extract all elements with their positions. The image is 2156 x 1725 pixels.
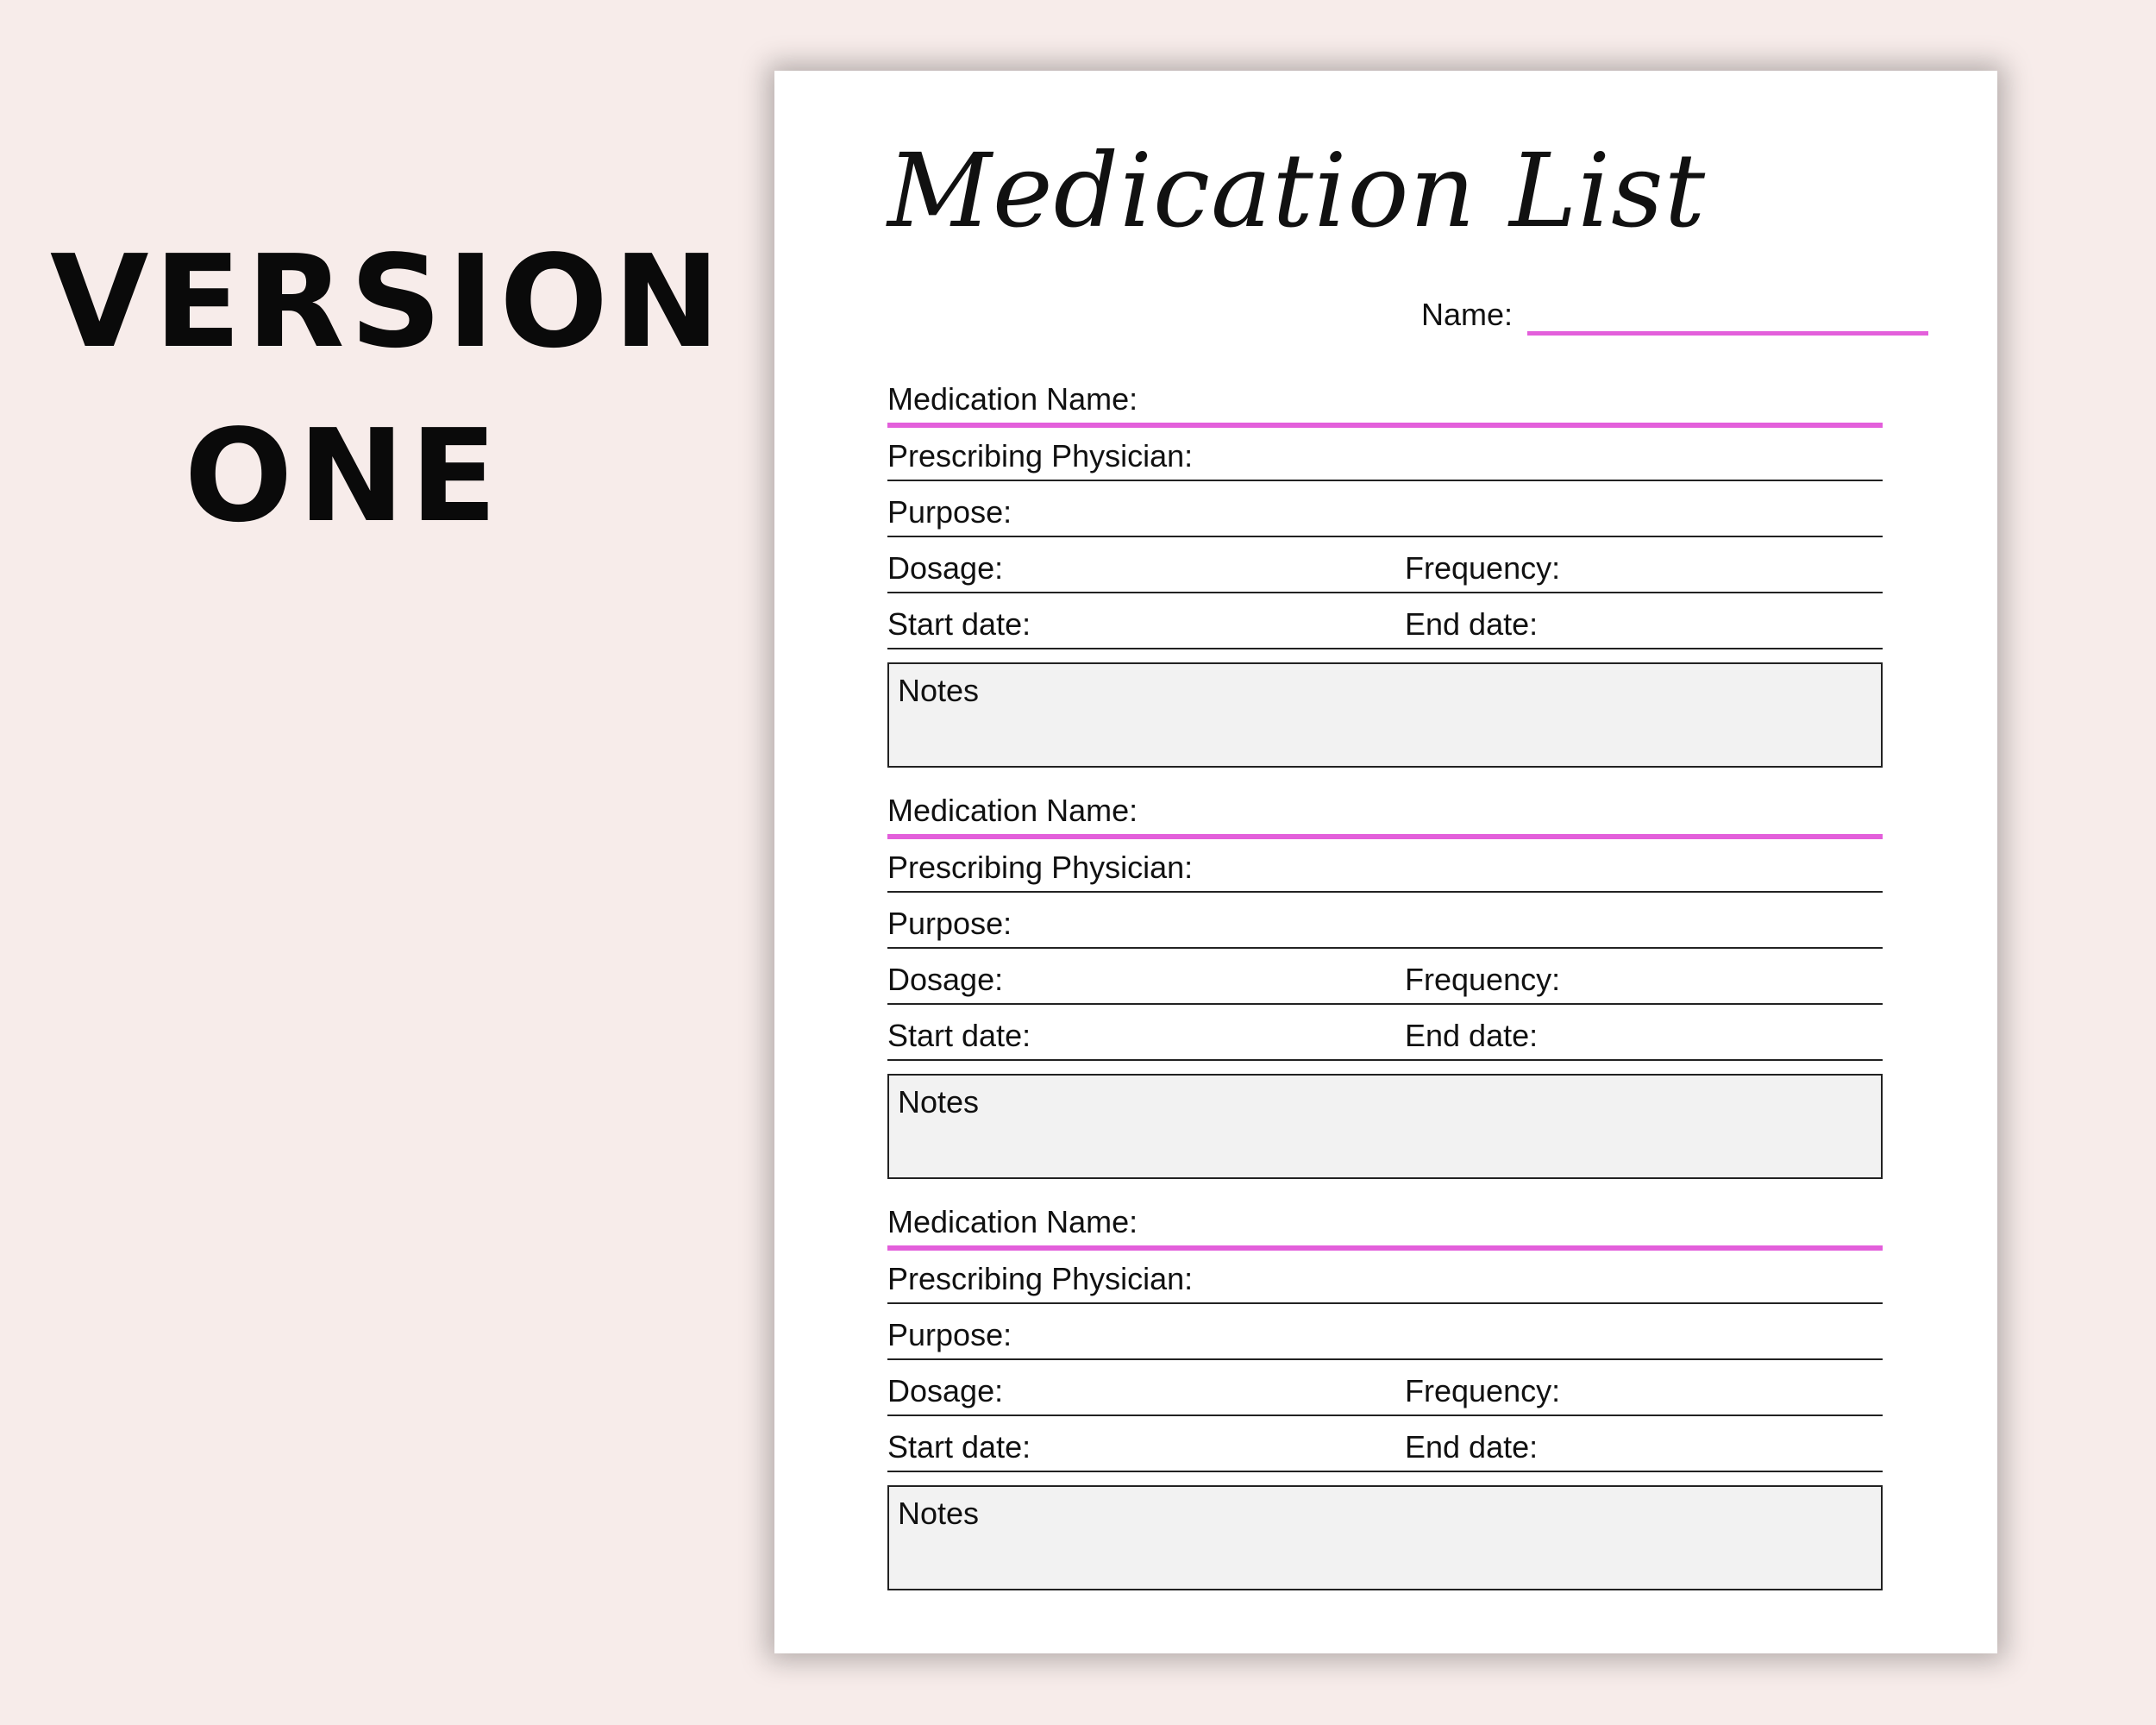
medication-name-field[interactable]: [887, 1194, 1883, 1251]
frequency-label: Frequency:: [1405, 550, 1561, 586]
end-date-label: End date:: [1405, 1429, 1539, 1465]
form-title: Medication List: [887, 131, 1707, 250]
notes-label: Notes: [898, 1084, 980, 1120]
prescribing-physician-field[interactable]: [887, 839, 1883, 893]
dosage-frequency-field[interactable]: [887, 540, 1883, 593]
start-end-date-field[interactable]: [887, 1007, 1883, 1061]
prescribing-physician-label: Prescribing Physician:: [887, 850, 1194, 885]
dosage-frequency-field[interactable]: [887, 1363, 1883, 1416]
start-end-date-field[interactable]: [887, 1419, 1883, 1472]
prescribing-physician-label: Prescribing Physician:: [887, 438, 1194, 474]
name-label: Name:: [1421, 297, 1514, 332]
form-sheet: [774, 71, 1997, 1653]
frequency-label: Frequency:: [1405, 1373, 1561, 1408]
medication-name-field[interactable]: [887, 371, 1883, 428]
start-date-label: Start date:: [887, 1018, 1031, 1053]
frequency-label: Frequency:: [1405, 962, 1561, 997]
purpose-field[interactable]: [887, 1307, 1883, 1360]
notes-box[interactable]: [887, 662, 1883, 768]
prescribing-physician-field[interactable]: [887, 1251, 1883, 1304]
dosage-label: Dosage:: [887, 962, 1004, 997]
end-date-label: End date:: [1405, 1018, 1539, 1053]
medication-name-label: Medication Name:: [887, 381, 1138, 417]
medication-entry: [887, 782, 1883, 1188]
medication-name-label: Medication Name:: [887, 1204, 1138, 1239]
notes-box[interactable]: [887, 1074, 1883, 1179]
end-date-label: End date:: [1405, 606, 1539, 642]
prescribing-physician-field[interactable]: [887, 428, 1883, 481]
start-end-date-field[interactable]: [887, 596, 1883, 649]
purpose-label: Purpose:: [887, 494, 1012, 530]
notes-label: Notes: [898, 1496, 980, 1531]
purpose-field[interactable]: [887, 484, 1883, 537]
version-caption-line1: VERSION: [50, 228, 725, 376]
start-date-label: Start date:: [887, 1429, 1031, 1465]
version-caption-line2: ONE: [184, 402, 503, 550]
dosage-label: Dosage:: [887, 1373, 1004, 1408]
notes-box[interactable]: [887, 1485, 1883, 1590]
purpose-label: Purpose:: [887, 906, 1012, 941]
prescribing-physician-label: Prescribing Physician:: [887, 1261, 1194, 1296]
purpose-label: Purpose:: [887, 1317, 1012, 1352]
name-line[interactable]: [1527, 331, 1928, 336]
notes-label: Notes: [898, 673, 980, 708]
medication-name-field[interactable]: [887, 782, 1883, 839]
medication-entry: [887, 371, 1883, 776]
purpose-field[interactable]: [887, 895, 1883, 949]
dosage-frequency-field[interactable]: [887, 951, 1883, 1005]
start-date-label: Start date:: [887, 606, 1031, 642]
medication-entry: [887, 1194, 1883, 1599]
name-field[interactable]: [1421, 297, 1928, 340]
medication-name-label: Medication Name:: [887, 793, 1138, 828]
dosage-label: Dosage:: [887, 550, 1004, 586]
